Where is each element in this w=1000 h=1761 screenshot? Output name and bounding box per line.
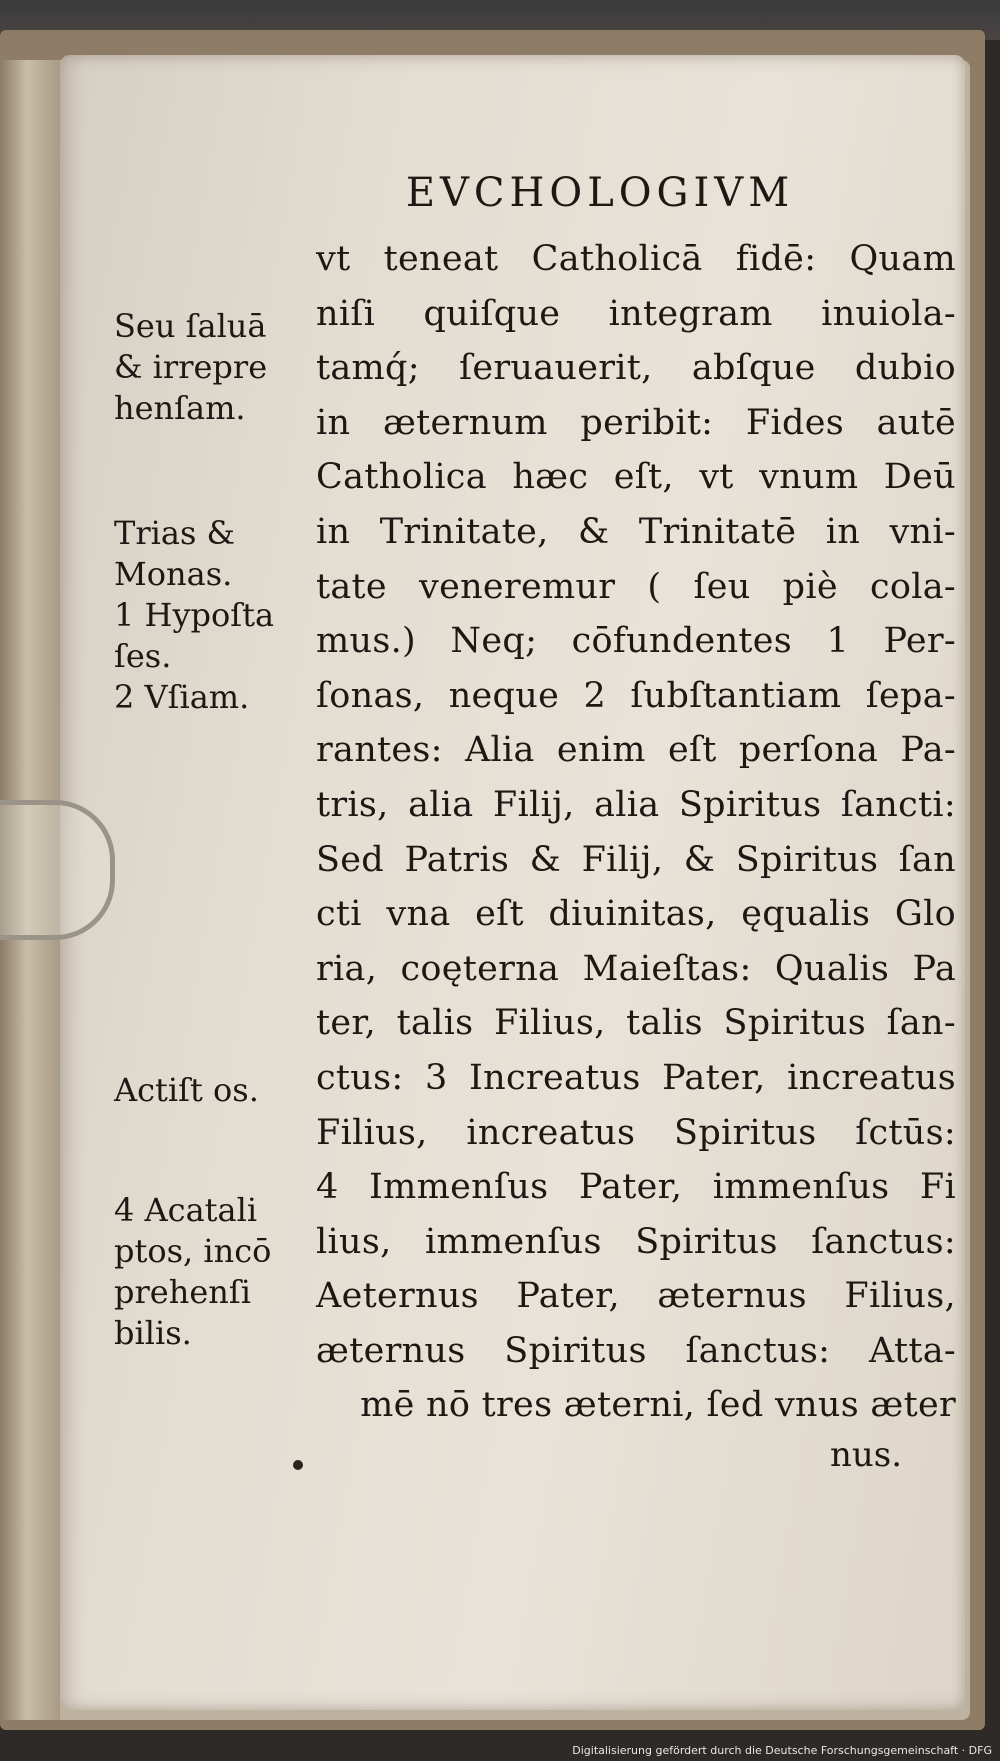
text-line: in Trinitate, & Trinitatē in vni- [316, 511, 956, 552]
text-line: Aeternus Pater, æternus Filius, [316, 1276, 956, 1317]
text-line: ctus: 3 Increatus Pater, increatus [316, 1057, 956, 1098]
text-line: ter, talis Filius, talis Spiritus ſan- [316, 1003, 956, 1044]
text-line: cti vna eſt diuinitas, ęqualis Glo [316, 894, 956, 935]
text-line: niſi quiſque integram inuiola- [316, 293, 956, 334]
margin-note-line: prehenſi [114, 1273, 251, 1311]
margin-note-line: 2 Vſiam. [114, 678, 250, 716]
digitization-credit: Digitalisierung gefördert durch die Deutsche Forschungsgemeinschaft · DFG [572, 1744, 992, 1757]
catchword: nus. [830, 1435, 903, 1475]
text-line: Sed Patris & Filij, & Spiritus ſan [316, 839, 956, 880]
text-line: mē nō tres æterni, ſed vnus æter [360, 1385, 956, 1426]
text-line: ſonas, neque 2 ſubſtantiam ſepa- [316, 675, 956, 716]
margin-note-line: Actiſt os. [114, 1071, 259, 1109]
margin-note-line: Monas. [114, 555, 233, 593]
text-line: mus.) Neq; cōfundentes 1 Per- [316, 621, 956, 662]
margin-note-salua [114, 306, 314, 429]
margin-note-line: 4 Acatali [114, 1191, 258, 1229]
text-line: rantes: Alia enim eſt perſona Pa- [316, 730, 956, 771]
text-line: tate veneremur ( ſeu piè cola- [316, 566, 956, 607]
text-line: tris, alia Filij, alia Spiritus ſancti: [316, 784, 956, 825]
text-line: ria, coęterna Maieſtas: Qualis Pa [316, 948, 956, 989]
margin-note-line: Seu ſaluā [114, 307, 267, 345]
text-line: tamq́; ſeruauerit, abſque dubio [316, 348, 956, 389]
text-line: vt teneat Catholicā fidē: Quam [316, 239, 956, 279]
running-header: EVCHOLOGIVM [405, 170, 795, 216]
margin-note-line: ſes. [114, 637, 172, 675]
text-line: lius, immenſus Spiritus ſanctus: [316, 1221, 956, 1262]
main-text-block [316, 232, 956, 1433]
margin-note-actist [114, 1070, 314, 1111]
book-clasp [0, 800, 115, 940]
margin-note-line: 1 Hypoſta [114, 596, 275, 634]
margin-note-line: bilis. [114, 1314, 192, 1352]
margin-note-line: Trias & [114, 514, 236, 552]
text-line: Catholica hæc eſt, vt vnum Deū [316, 457, 956, 498]
margin-note-line: ptos, incō [114, 1232, 272, 1270]
margin-note-line: & irrepre [114, 348, 268, 386]
margin-note-line: henſam. [114, 389, 246, 427]
text-line: Filius, increatus Spiritus ſctūs: [316, 1112, 956, 1153]
margin-note-acatali [114, 1190, 314, 1354]
margin-note-trias [114, 513, 314, 718]
text-line: in æternum peribit: Fides autē [316, 402, 956, 443]
text-line: æternus Spiritus ſanctus: Atta- [316, 1330, 956, 1371]
text-line: 4 Immenſus Pater, immenſus Fi [316, 1167, 956, 1208]
ink-dot [293, 1460, 303, 1470]
